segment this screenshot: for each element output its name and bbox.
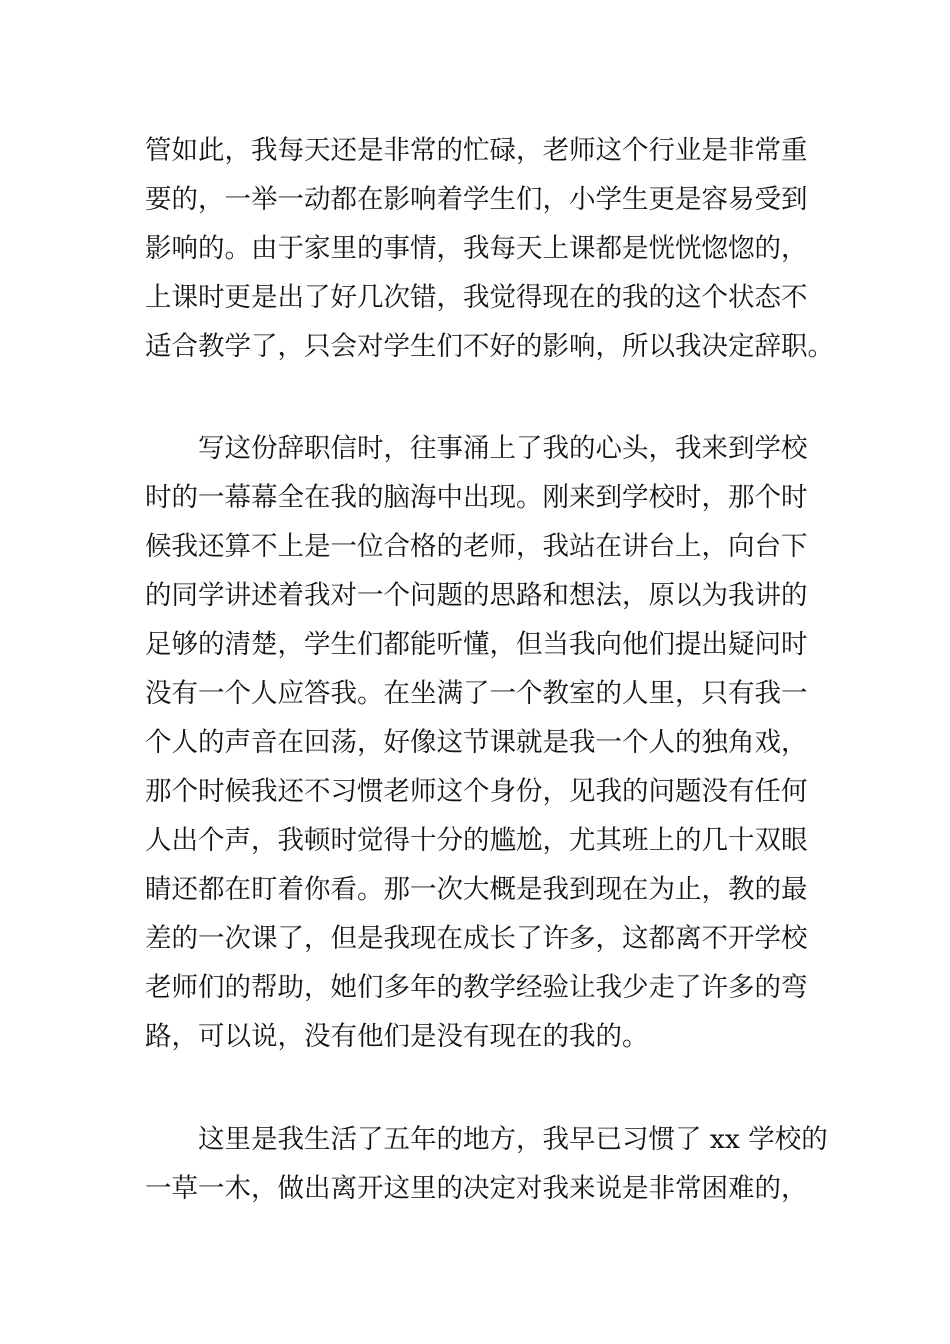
paragraph-2-line-3: 候我还算不上是一位合格的老师，我站在讲台上，向台下 — [145, 531, 808, 562]
paragraph-2-line-7: 个人的声音在回荡，好像这节课就是我一个人的独角戏， — [145, 727, 808, 758]
paragraph-2-line-1: 写这份辞职信时，往事涌上了我的心头，我来到学校 — [198, 433, 808, 464]
paragraph-2-line-5: 足够的清楚，学生们都能听懂，但当我向他们提出疑问时 — [145, 629, 808, 660]
paragraph-2-line-11: 差的一次课了，但是我现在成长了许多，这都离不开学校 — [145, 923, 808, 954]
paragraph-2-line-6: 没有一个人应答我。在坐满了一个教室的人里，只有我一 — [145, 678, 808, 709]
paragraph-1-line-4: 上课时更是出了好几次错，我觉得现在的我的这个状态不 — [145, 282, 808, 313]
paragraph-1-line-1: 管如此，我每天还是非常的忙碌，老师这个行业是非常重 — [145, 135, 808, 166]
paragraph-2-line-12: 老师们的帮助，她们多年的教学经验让我少走了许多的弯 — [145, 972, 808, 1003]
paragraph-2-line-4: 的同学讲述着我对一个问题的思路和想法，原以为我讲的 — [145, 580, 808, 611]
paragraph-3-line-2: 一草一木，做出离开这里的决定对我来说是非常困难的， — [145, 1173, 808, 1204]
paragraph-2-line-10: 睛还都在盯着你看。那一次大概是我到现在为止，教的最 — [145, 874, 808, 905]
paragraph-1-line-5: 适合教学了，只会对学生们不好的影响，所以我决定辞职。 — [145, 331, 834, 362]
paragraph-3-line-1: 这里是我生活了五年的地方，我早已习惯了 xx 学校的 — [198, 1124, 828, 1155]
paragraph-2-line-2: 时的一幕幕全在我的脑海中出现。刚来到学校时，那个时 — [145, 482, 808, 513]
paragraph-2-line-13: 路，可以说，没有他们是没有现在的我的。 — [145, 1021, 649, 1052]
paragraph-2-line-9: 人出个声，我顿时觉得十分的尴尬，尤其班上的几十双眼 — [145, 825, 808, 856]
paragraph-1-line-3: 影响的。由于家里的事情，我每天上课都是恍恍惚惚的， — [145, 233, 808, 264]
paragraph-1-line-2: 要的，一举一动都在影响着学生们，小学生更是容易受到 — [145, 184, 808, 215]
paragraph-2-line-8: 那个时候我还不习惯老师这个身份，见我的问题没有任何 — [145, 776, 808, 807]
